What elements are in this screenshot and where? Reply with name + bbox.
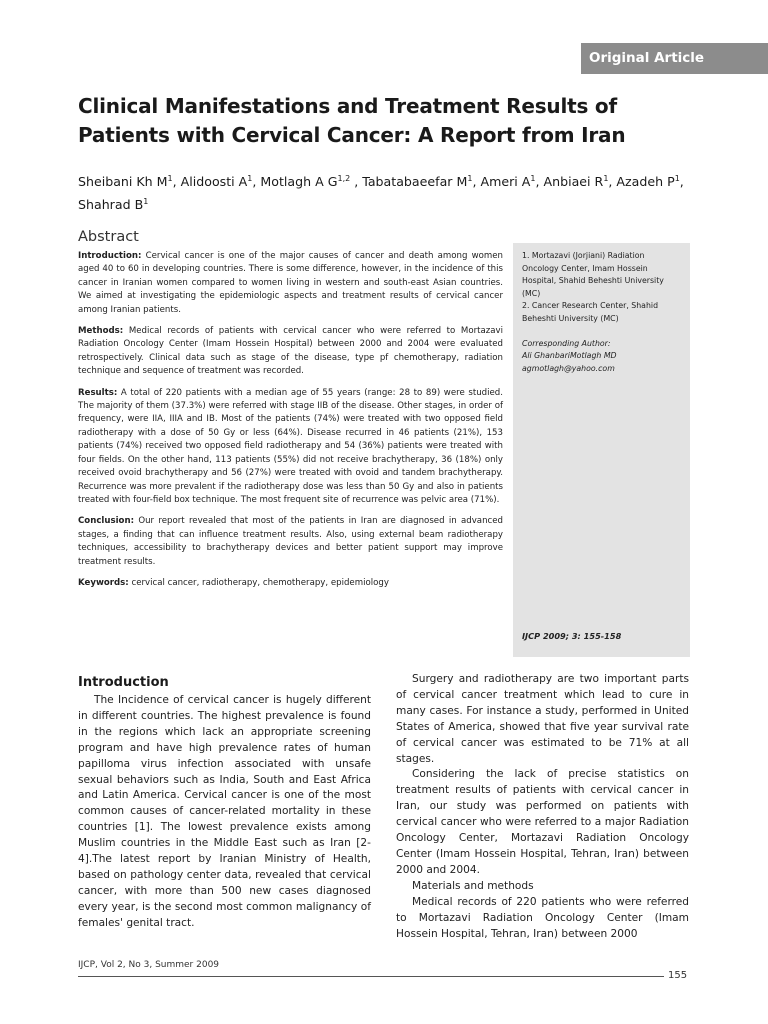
author-name: Tabatabaeefar M <box>362 174 468 190</box>
footer-rule <box>78 976 664 977</box>
author-affiliation: 1 <box>530 174 536 183</box>
affiliation-sidebar <box>513 243 690 657</box>
section-text: Cervical cancer is one of the major causes of cancer and death among women aged 40 to 60 in developing countries. There is some difference, however, in the incidence of this cancer in Iranian women compared to women living in western and south-east Asian countries. We aimed at investigating the epidemiologic aspects and treatment results of cervical cancer among Iranian patients. <box>78 251 503 315</box>
article-title <box>78 92 678 150</box>
corresponding-author-name: Ali GhanbariMotlagh MD <box>522 351 617 361</box>
author-affiliation: 1,2 <box>337 174 351 183</box>
section-label: Keywords: <box>78 577 129 588</box>
author-name: Motlagh A G <box>260 174 338 190</box>
corresponding-author-email[interactable]: agmotlagh@yahoo.com <box>522 363 615 373</box>
title-line-2: Patients with Cervical Cancer: A Report from Iran <box>78 123 626 147</box>
author-affiliation: 1 <box>603 174 609 183</box>
affiliation-2: 2. Cancer Research Center, Shahid Beheshti University (MC) <box>522 301 659 323</box>
page-number: 155 <box>668 970 688 981</box>
citation: IJCP 2009; 3: 155-158 <box>522 631 622 641</box>
paragraph: Medical records of 220 patients who were referred to Mortazavi Radiation Oncology Center (Imam Hossein Hospital, Tehran, Iran) between 2000 <box>396 895 689 940</box>
section-label: Results: <box>78 387 118 398</box>
paragraph: Surgery and radiotherapy are two important parts of cervical cancer treatment which lead to cure in many cases. For instance a study, performed in United States of America, showed that five year survival rate of cervical cancer was estimated to be 71% at all stages. <box>396 673 689 765</box>
body-column-left <box>78 693 371 932</box>
author-name: Alidoosti A <box>180 174 248 190</box>
author-name: Shahrad B <box>78 197 144 213</box>
section-text: A total of 220 patients with a median age of 55 years (range: 28 to 89) were studied. The majority of them (37.3%) were referred with stage IIB of the disease. Other stages, in order of frequency, were IIA, IIIA and IB. Most of the patients (74%) were treated with two opposed field radiotherapy with a dose of 50 Gy or less (64%). Disease recurred in 46 patients (21%), 153 patients (74%) received two opposed field radiotherapy and 54 (36%) patients were treated with four fields. On the other hand, 113 patients (55%) did not receive brachytherapy, 36 (18%) only received ovoid brachytherapy and 56 (27%) were treated with ovoid and tandem brachytherapy. Recurrence was more prevalent if the radiotherapy dose was less than 50 Gy and also in patients treated with four-field box technique. The most frequent site of recurrence was pelvic area (71%). <box>78 387 503 505</box>
introduction-heading: Introduction <box>78 675 169 690</box>
author-affiliation: 1 <box>167 174 173 183</box>
author-name: Sheibani Kh M <box>78 174 168 190</box>
author-affiliation: 1 <box>674 174 680 183</box>
abstract-keywords <box>78 577 503 590</box>
abstract-methods <box>78 325 503 379</box>
author-name: Ameri A <box>480 174 531 190</box>
affiliation-1: 1. Mortazavi (Jorjiani) Radiation Oncology Center, Imam Hossein Hospital, Shahid Beheshti University (MC) <box>522 251 664 298</box>
abstract-introduction <box>78 250 503 317</box>
section-label: Introduction: <box>78 251 142 261</box>
section-text: Medical records of patients with cervical cancer who were referred to Mortazavi Radiation Oncology Center (Imam Hossein Hospital) between 2000 and 2004 were evaluated retrospectively. Clinical data such as stage of the disease, type pf chemotherapy, radiation technique and sequence of treatment was recorded. <box>78 326 503 377</box>
body-column-right <box>396 672 689 942</box>
abstract-body <box>78 250 503 598</box>
author-affiliation: 1 <box>143 197 149 207</box>
section-text: Our report revealed that most of the patients in Iran are diagnosed in advanced stages, a finding that can influence treatment results. Also, using external beam radiotherapy techniques, accessibility to brachytherapy devices and better patient support may improve treatment results. <box>78 516 503 567</box>
author-affiliation: 1 <box>467 174 473 183</box>
title-line-1: Clinical Manifestations and Treatment Results of <box>78 94 617 118</box>
article-type-badge: Original Article <box>581 43 768 74</box>
section-label: Conclusion: <box>78 516 135 527</box>
corresponding-author-label: Corresponding Author: <box>522 338 611 348</box>
abstract-conclusion <box>78 515 503 569</box>
section-label: Methods: <box>78 326 124 337</box>
journal-footer: IJCP, Vol 2, No 3, Summer 2009 <box>78 960 220 970</box>
paragraph: Considering the lack of precise statistics on treatment results of patients with cervical cancer in Iran, our study was performed on patients with cervical cancer who were referred to a major Radiation Oncology Center, Mortazavi Radiation Oncology Center (Imam Hossein Hospital, Tehran, Iran) between 2000 and 2004. <box>396 768 689 876</box>
author-name: Azadeh P <box>616 174 675 190</box>
abstract-results <box>78 387 503 508</box>
author-affiliation: 1 <box>247 174 253 183</box>
author-list: Sheibani Kh $M^1$, Alidoosti $A^1$, Motlagh A G$^{1,2}$ , Tabatabaeefar $M^1$, Ameri $A^1$, Anbiaei $R^1$, Azadeh $P^1$, Shahrad $B^1$ <box>78 174 684 213</box>
section-text: cervical cancer, radiotherapy, chemotherapy, epidemiology <box>128 577 389 588</box>
author-name: Anbiaei R <box>543 174 604 190</box>
subheading: Materials and methods <box>412 879 534 892</box>
abstract-heading: Abstract <box>78 229 139 245</box>
paragraph: The Incidence of cervical cancer is hugely different in different countries. The highest prevalence is found in the regions which lack an appropriate screening program and have high prevalence rates of human papilloma virus infection associated with unsafe sexual behaviors such as India, South and East Africa and Latin America. Cervical cancer is one of the most common causes of cancer-related mortality in these countries [1]. The lowest prevalence exists among Muslim countries in the Middle East such as Iran [2-4].The latest report by Iranian Ministry of Health, based on pathology center data, revealed that cervical cancer, with more than 500 new cases diagnosed every year, is the second most common malignancy of females' genital tract. <box>78 694 371 929</box>
